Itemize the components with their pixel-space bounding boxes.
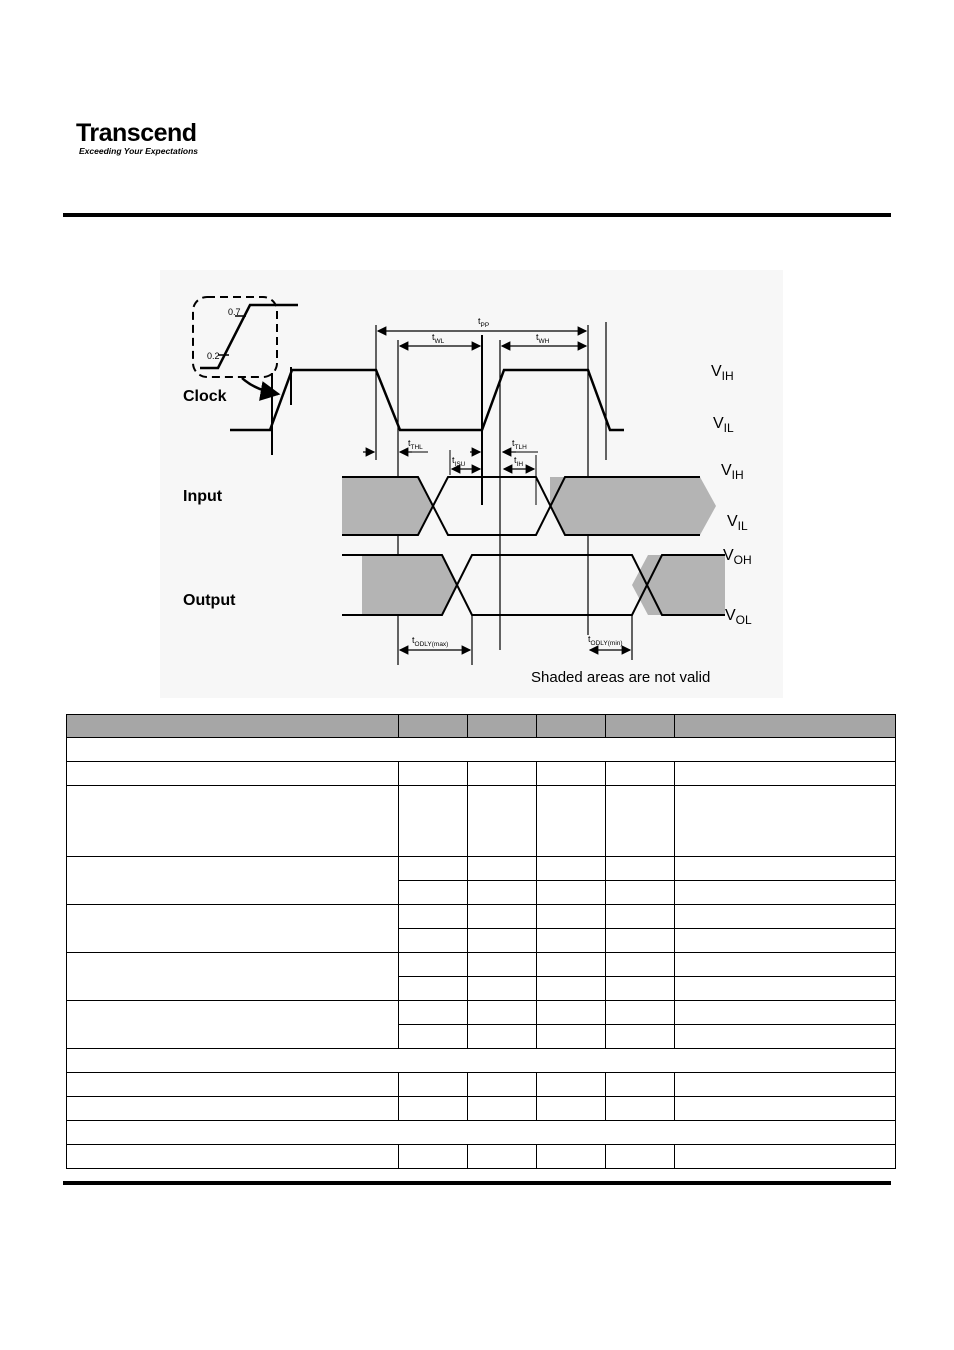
edge-zoom-inset bbox=[193, 297, 298, 394]
table-row bbox=[67, 905, 896, 929]
section-cell bbox=[67, 1121, 896, 1145]
tisu-label: $t_{ISU}$ bbox=[452, 455, 466, 468]
table-section-row bbox=[67, 1121, 896, 1145]
header-cell bbox=[606, 715, 675, 738]
ttlh-label: $t_{TLH}$ bbox=[512, 438, 527, 451]
output-voh-label: $V_{OH}$ bbox=[723, 547, 752, 567]
shaded-note: Shaded areas are not valid bbox=[531, 669, 711, 686]
input-vil-label: $V_{IL}$ bbox=[727, 513, 748, 533]
section-cell bbox=[67, 738, 896, 762]
table-header-row bbox=[67, 715, 896, 738]
table-row bbox=[67, 786, 896, 857]
table-row bbox=[67, 953, 896, 977]
table-section-row bbox=[67, 738, 896, 762]
twl-label: $t_{WL}$ bbox=[432, 332, 445, 345]
timing-spec-table bbox=[66, 714, 896, 1169]
threshold-low-label: 0.2 bbox=[207, 351, 220, 361]
tpp-label: $t_{PP}$ bbox=[478, 316, 490, 329]
table-row bbox=[67, 1001, 896, 1025]
header-cell bbox=[468, 715, 537, 738]
input-waveform bbox=[342, 477, 716, 535]
table-row bbox=[67, 857, 896, 881]
table-row bbox=[67, 1097, 896, 1121]
input-label: Input bbox=[183, 488, 223, 505]
table-row bbox=[67, 1145, 896, 1169]
section-cell bbox=[67, 1049, 896, 1073]
twh-label: $t_{WH}$ bbox=[536, 332, 550, 345]
table-section-row bbox=[67, 1049, 896, 1073]
footer-rule bbox=[63, 1181, 891, 1185]
tih-label: $t_{IH}$ bbox=[514, 455, 524, 468]
table-row bbox=[67, 762, 896, 786]
header-cell bbox=[67, 715, 399, 738]
table-row bbox=[67, 1073, 896, 1097]
header-cell bbox=[537, 715, 606, 738]
logo-name: Transcend bbox=[76, 119, 197, 147]
clock-vil-label: $V_{IL}$ bbox=[713, 415, 734, 435]
timing-diagram-svg bbox=[160, 270, 783, 698]
todly-min-label: $t_{ODLY(min)}$ bbox=[588, 634, 623, 647]
timing-diagram bbox=[160, 270, 783, 698]
logo-tagline: Exceeding Your Expectations bbox=[79, 146, 199, 156]
header-cell bbox=[675, 715, 896, 738]
header-rule bbox=[63, 213, 891, 217]
transcend-logo bbox=[76, 120, 216, 162]
output-waveform bbox=[342, 555, 725, 615]
input-vih-label: $V_{IH}$ bbox=[721, 462, 744, 482]
clock-label: Clock bbox=[183, 388, 227, 405]
clock-vih-label: $V_{IH}$ bbox=[711, 363, 734, 383]
threshold-high-label: 0.7 bbox=[228, 307, 241, 317]
output-vol-label: $V_{OL}$ bbox=[725, 607, 752, 627]
todly-max-label: $t_{ODLY(max)}$ bbox=[412, 635, 449, 648]
output-label: Output bbox=[183, 592, 236, 609]
header-cell bbox=[399, 715, 468, 738]
tthl-label: $t_{THL}$ bbox=[408, 438, 423, 451]
